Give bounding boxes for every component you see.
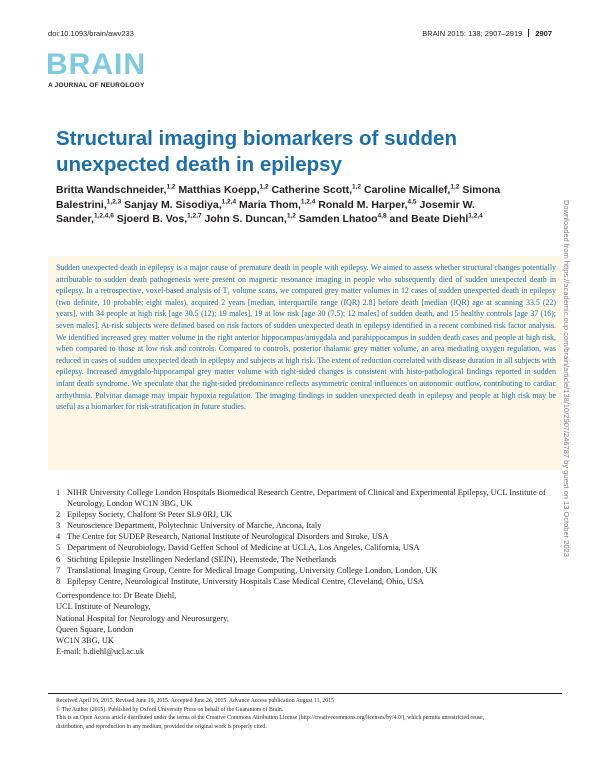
author-affiliation-marker: 1,2,4	[468, 212, 483, 220]
header-separator	[528, 29, 529, 37]
affiliation-text: Epilepsy Society, Chalfont St Peter SL9 0RJ, UK	[67, 510, 233, 520]
author-affiliation-marker: 1,2,4,6	[93, 212, 114, 220]
author-name: Sjoerd B. Vos,	[116, 213, 188, 225]
doi: doi:10.1093/brain/awv233	[48, 29, 134, 38]
affiliation-item	[56, 565, 556, 576]
affiliation-list	[56, 487, 556, 587]
author-affiliation-marker: 1,2	[352, 183, 362, 191]
correspondence-line: Queen Square, London	[56, 624, 134, 634]
article-title: Structural imaging biomarkers of sudden unexpected death in epilepsy	[56, 127, 457, 176]
author-name: Matthias Koepp,	[178, 184, 260, 196]
affiliation-number: 2	[56, 510, 61, 520]
affiliation-number: 8	[56, 576, 61, 586]
abstract-text: Sudden unexpected death in epilepsy is a major cause of premature death in people with epilepsy. We aimed to assess whether structural changes potentially attributable to sudden death pathogenesis were present on magnetic resonance imaging in people who subsequently died of sudden unexpected death in epilepsy. In a retrospective, voxel-based analysis of T₁ volume scans, we compared grey matter volumes in 12 cases of sudden unexpected death in epilepsy (two definite, 10 probable; eight males), acquired 2 years [median, interquartile range (IQR) 2.8] before death [median (IQR) age at scanning 33.5 (22) years], with 34 people at high risk [age 30.5 (12); 19 males], 19 at low risk [age 30 (7.5); 12 males] of sudden death, and 15 healthy controls [age 37 (16); seven males]. At-risk subjects were defined based on risk factors of sudden unexpected death in epilepsy identified in a recent combined risk factor analysis. We identified increased grey matter volume in the right anterior hippocampus/amygdala and parahippocampus in sudden death cases and people at high risk, when compared to those at low risk and controls. Compared to controls, posterior thalamic grey matter volume, an area mediating oxygen regulation, was reduced in cases of sudden unexpected death in epilepsy and subjects at high risk. The extent of reduction correlated with disease duration in all subjects with epilepsy. Increased amygdalo-hippocampal grey matter volume with right-sided changes is consistent with histo-pathological findings reported in sudden infant death syndrome. We speculate that the right-sided predominance reflects asymmetric central influences on autonomic outflow, contributing to cardiac arrhythmia. Pulvinar damage may impair hypoxia regulation. The imaging findings in sudden unexpected death in epilepsy and people at high risk may be useful as a biomarker for risk-stratification in future studies.	[56, 263, 556, 412]
download-notice: Downloaded from https://academic.oup.com/brain/article/138/10/2907/246787 by guest on 13 October 2023	[562, 200, 571, 557]
correspondence-line: UCL Institute of Neurology,	[56, 602, 151, 612]
copyright-notice: © The Author (2015). Published by Oxford University Press on behalf of the Guarantors of Brain.	[56, 706, 284, 713]
author-name: Samden Lhatoo	[298, 213, 378, 225]
journal-reference	[422, 29, 552, 38]
correspondence-line: WC1N 3BG, UK	[56, 636, 114, 646]
affiliation-item	[56, 576, 556, 587]
affiliation-number: 7	[56, 565, 61, 575]
affiliation-text: Neuroscience Department, Polytechnic University of Marche, Ancona, Italy	[67, 521, 322, 531]
affiliation-item	[56, 542, 556, 553]
author-affiliation-marker: 1,2,4	[300, 198, 316, 205]
author-affiliation-marker: 4,5	[407, 198, 417, 205]
affiliation-item	[56, 520, 556, 531]
publication-dates: Received April 16, 2015. Revised June 19, 2015. Accepted June 26, 2015. Advance Access publication August 11, 2015	[56, 698, 334, 704]
affiliation-number: 3	[56, 521, 61, 531]
author-name: Sanjay M. Sisodiya,	[124, 198, 222, 211]
affiliation-text: Epilepsy Centre, Neurological Institute, University Hospitals Case Medical Centre, Cleveland, Ohio, USA	[67, 576, 424, 586]
affiliation-number: 1	[56, 488, 61, 497]
author-name: Britta Wandschneider,	[56, 184, 167, 196]
page-number: 2907	[535, 29, 552, 38]
author-affiliation-marker: 4,8	[377, 212, 387, 220]
author-affiliation-marker: 1,2,4	[221, 198, 237, 205]
journal-logo: BRAIN	[46, 48, 146, 81]
author-list	[56, 183, 526, 227]
correspondence-line: Correspondence to: Dr Beate Diehl,	[56, 591, 177, 600]
affiliation-item	[56, 531, 556, 542]
author-affiliation-marker: 1,2	[259, 183, 269, 191]
affiliation-number: 5	[56, 543, 61, 553]
author-affiliation-marker: 1,2	[166, 183, 176, 191]
journal-tagline: A JOURNAL OF NEUROLOGY	[48, 82, 145, 89]
affiliation-text: Department of Neurobiology, David Geffen School of Medicine at UCLA, Los Angeles, California, USA	[67, 543, 420, 553]
affiliation-item	[56, 509, 556, 520]
author-name: Simona Balestrini,	[56, 184, 501, 211]
author-affiliation-marker: 1,2,3	[106, 198, 122, 205]
affiliation-text: Translational Imaging Group, Centre for Medical Image Computing, University College London, London, UK	[67, 565, 438, 575]
author-name: and Beate Diehl	[389, 213, 469, 225]
affiliation-number: 6	[56, 554, 61, 564]
author-name: Caroline Micallef,	[363, 184, 451, 196]
affiliation-number: 4	[56, 532, 61, 542]
author-name: Josemir W. Sander,	[56, 198, 475, 225]
affiliation-item	[56, 554, 556, 565]
license-notice-line-1: This is an Open Access article distributed under the terms of the Creative Commons Attribution License (http://creativecommons.org/licenses/by/4.0/), which permits unrestricted reuse,	[56, 715, 485, 722]
author-affiliation-marker: 1,2	[286, 212, 296, 220]
author-name: Maria Thom,	[239, 198, 301, 211]
author-affiliation-marker: 1,2	[450, 183, 460, 191]
author-name: Ronald M. Harper,	[318, 198, 408, 211]
journal-citation: BRAIN 2015: 138; 2907–2919	[422, 29, 523, 38]
correspondence-line: E-mail: b.diehl@ucl.ac.uk	[56, 647, 145, 657]
correspondence-line: National Hospital for Neurology and Neurosurgery,	[56, 613, 229, 623]
affiliation-text: The Centre for SUDEP Research, National Institute of Neurological Disorders and Stroke, USA	[67, 532, 389, 542]
correspondence-block	[56, 590, 229, 658]
affiliation-item	[56, 487, 556, 509]
author-name: John S. Duncan,	[204, 213, 287, 225]
author-affiliation-marker: 1,2,7	[187, 212, 202, 220]
publication-footer	[56, 697, 556, 731]
footer-divider	[48, 693, 562, 694]
license-notice-line-2: distribution, and reproduction in any medium, provided the original work is properly cited.	[56, 723, 267, 730]
affiliation-text: NIHR University College London Hospitals Biomedical Research Centre, Department of Clinical and Experimental Epilepsy, UCL Institute of Neurology, London WC1N 3BG, UK	[67, 488, 546, 509]
affiliation-text: Stichting Epilepsie Instellingen Nederland (SEIN), Heemstede, The Netherlands	[67, 554, 337, 564]
author-name: Catherine Scott,	[271, 184, 353, 196]
